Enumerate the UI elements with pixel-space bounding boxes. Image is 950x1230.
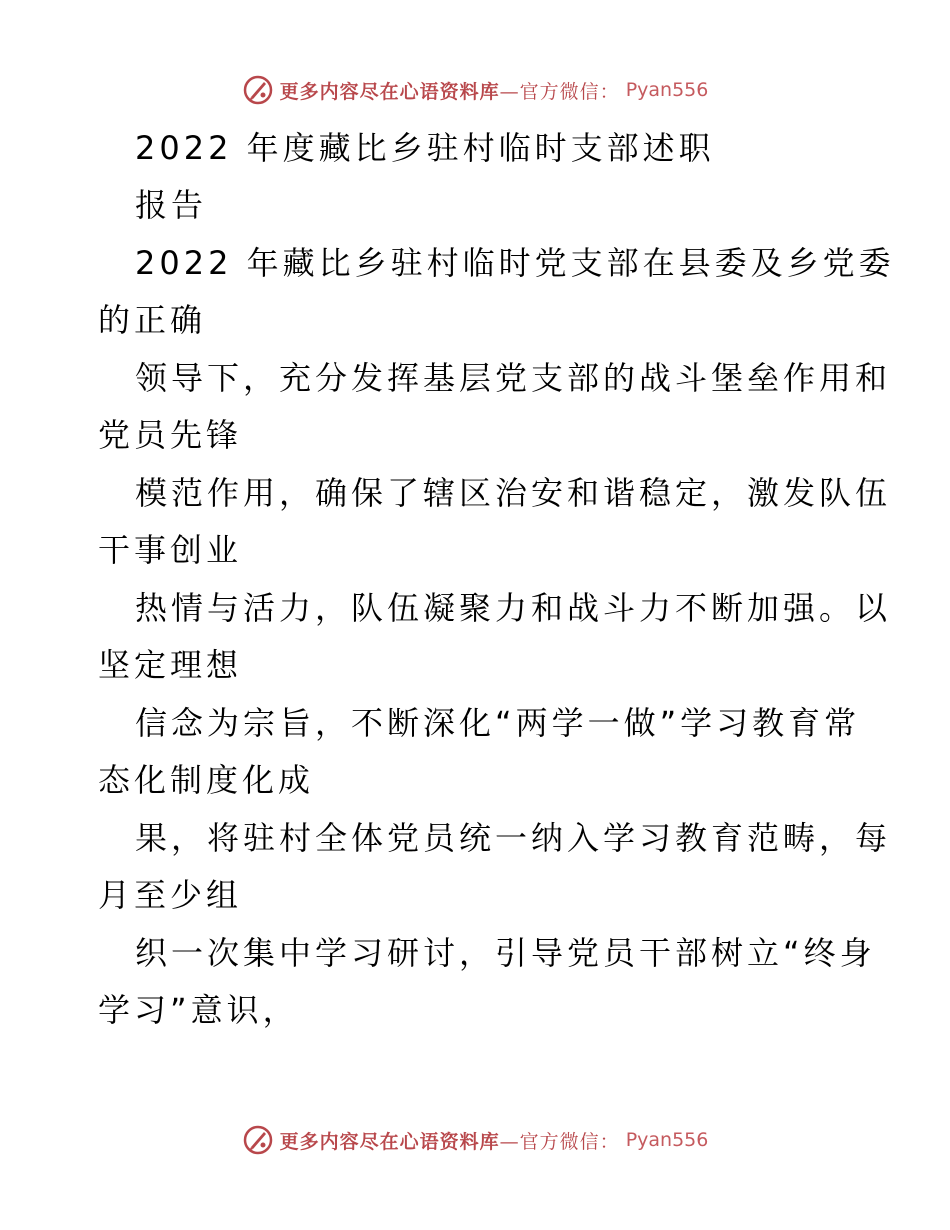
body-line: 织一次集中学习研讨，引导党员干部树立“终身 [135, 934, 876, 972]
body-line: 态化制度化成 [98, 761, 315, 799]
body-line: 干事创业 [98, 531, 243, 569]
body-line: 学习”意识， [98, 991, 299, 1029]
watermark-dash: — [499, 1130, 520, 1153]
title-line-1: 2022 年度藏比乡驻村临时支部述职 [135, 129, 715, 167]
body-line: 月至少组 [98, 876, 243, 914]
watermark-main-text: 更多内容尽在心语资料库 [279, 80, 500, 103]
body-line: 2022 年藏比乡驻村临时党支部在县委及乡党委 [135, 244, 895, 282]
body-line: 模范作用，确保了辖区治安和谐稳定，激发队伍 [135, 474, 892, 512]
footer-watermark [0, 1122, 950, 1158]
quill-logo-icon [242, 74, 274, 106]
header-watermark [0, 72, 950, 108]
title-line-2: 报告 [135, 186, 208, 224]
watermark-wechat-label: 官方微信： [519, 80, 620, 103]
watermark-wechat-id: Pyan556 [625, 1129, 709, 1151]
body-line: 热情与活力，队伍凝聚力和战斗力不断加强。以 [135, 589, 892, 627]
watermark-wechat-id: Pyan556 [625, 79, 709, 101]
body-line: 领导下，充分发挥基层党支部的战斗堡垒作用和 [135, 359, 892, 397]
watermark-dash: — [499, 80, 520, 103]
body-line: 坚定理想 [98, 646, 243, 684]
body-line: 的正确 [98, 301, 207, 339]
body-line: 党员先锋 [98, 416, 243, 454]
body-line: 果，将驻村全体党员统一纳入学习教育范畴，每 [135, 819, 892, 857]
body-line: 信念为宗旨，不断深化“两学一做”学习教育常 [135, 704, 861, 742]
watermark-main-text: 更多内容尽在心语资料库 [279, 1130, 500, 1153]
quill-logo-icon [242, 1124, 274, 1156]
watermark-wechat-label: 官方微信： [519, 1130, 620, 1153]
